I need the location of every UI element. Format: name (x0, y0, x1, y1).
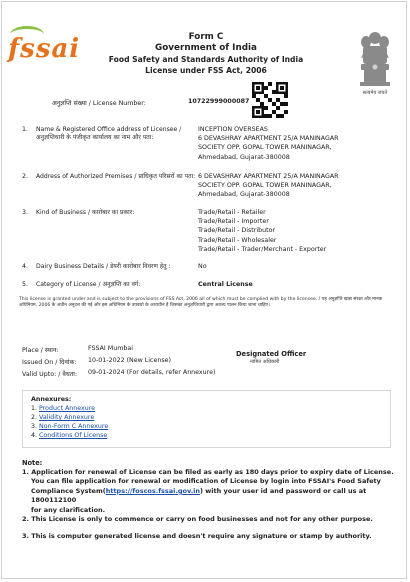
note-1-line (22, 487, 394, 506)
annexure-item (31, 414, 94, 421)
non-form-c-annexure-link[interactable]: Non-Form C Annexure (39, 423, 109, 430)
annexure-number: 3. (31, 423, 38, 430)
value-line: SOCIETY OPP. GOPAL TOWER MANINAGAR, (198, 144, 332, 152)
license-category-value: Central License (198, 281, 253, 288)
kind-of-business (198, 208, 398, 254)
place-label: Place / स्थान: (22, 347, 59, 354)
license-notice: This license is granted under and is subject to the provisions of FSS Act, 2006 all of which must be complied with by the licensee. / यह अनुज्ञप्ति खाद्य संरक्षा और मानक अधिनियम, 2006 के अधीन अनुदत्त की गई और इस अधिनियम के उपबंधो के अध्यधीन है जिसका अनुज्ञप्तिधारी द्वारा अवश्य पालन किया जाना चाहिए। (19, 297, 383, 309)
annexures-title: Annexures: (31, 396, 72, 403)
government-title: Government of India (155, 43, 257, 53)
note-1 (22, 468, 394, 515)
item-4-number: 4. (22, 263, 29, 270)
item-5-number: 5. (22, 281, 29, 288)
value-line: Ahmedabad, Gujarat-380008 (198, 191, 290, 199)
form-title: Form C (188, 32, 224, 42)
issued-value: 10-01-2022 (New License) (88, 357, 171, 364)
annexure-number: 4. (31, 432, 38, 439)
item-5-label: Category of License / अनुज्ञप्ति का वर्ग: (36, 281, 141, 288)
annexure-number: 1. (31, 405, 38, 412)
license-number-value: 10722999000087 (188, 98, 250, 105)
national-emblem-icon (357, 28, 393, 90)
valid-label: Valid Upto: / वैधता: (22, 371, 78, 378)
annexure-item (31, 432, 107, 439)
value-line: 6 DEVASHRAY APARTMENT 25/A MANINAGAR (198, 135, 339, 143)
conditions-of-license-link[interactable]: Conditions Of License (39, 432, 108, 439)
item-1-number: 1. (22, 126, 29, 133)
value-line: Trade/Retail - Trader/Merchant - Exporter (198, 245, 327, 253)
note-1-text: Compliance System( (31, 486, 106, 495)
note-1-line: 1. Application for renewal of License can be filed as early as 180 days prior to expiry date of License. (22, 468, 394, 476)
note-1-text: ) with your user id and password or call us at 1800112100 (31, 486, 367, 505)
annexure-number: 2. (31, 414, 38, 421)
validity-annexure-link[interactable]: Validity Annexure (39, 414, 95, 421)
logo-text: fssai (8, 34, 81, 64)
emblem-caption: सत्यमेव जयते (362, 90, 388, 96)
value-line: 6 DEVASHRAY APARTMENT 25/A MANINAGAR (198, 173, 339, 180)
qr-code-icon (252, 82, 288, 118)
licensee-address (198, 125, 398, 162)
value-line: Trade/Retail - Wholesaler (198, 236, 277, 244)
dairy-business-value: No (198, 263, 207, 270)
value-line: SOCIETY OPP. GOPAL TOWER MANINAGAR, (198, 182, 332, 190)
value-line: Trade/Retail - Distributor (198, 227, 276, 235)
note-3: 3. This is computer generated license and doesn't require any signature or stamp by authority. (22, 532, 372, 540)
value-line: Trade/Retail - Retailer (198, 209, 266, 216)
item-4-label: Dairy Business Details / डेयरी कारोबार विवरण हेतु : (36, 263, 171, 270)
premises-address (198, 172, 398, 200)
annexure-item (31, 423, 108, 430)
issued-label: Issued On / दिनांक: (22, 359, 77, 366)
product-annexure-link[interactable]: Product Annexure (39, 405, 96, 412)
note-title: Note: (22, 459, 43, 467)
value-line: INCEPTION OVERSEAS (198, 126, 268, 133)
note-1-line: You can file application for renewal or modification of License by login into FSSAI's Food Safety (31, 477, 381, 486)
valid-value: 09-01-2024 (For details, refer Annexure) (88, 369, 216, 376)
designated-officer-title: Designated Officer (236, 350, 307, 358)
value-line: Ahmedabad, Gujarat-380008 (198, 153, 290, 161)
document-header (70, 32, 342, 76)
note-2: 2. This License is only to commence or carry on food businesses and not for any other purpose. (22, 515, 373, 523)
place-value: FSSAI Mumbai (88, 345, 133, 352)
item-1-label: Name & Registered Office address of Licensee / अनुज्ञप्तिधारी के पंजीकृत कार्यालय का नाम और पता: (36, 126, 182, 142)
act-title: License under FSS Act, 2006 (145, 66, 267, 75)
item-2-number: 2. (22, 173, 29, 180)
designated-officer-hindi: नामित अधिकारी (250, 359, 280, 365)
note-1-line: for any clarification. (31, 505, 106, 514)
authority-title: Food Safety and Standards Authority of India (108, 55, 304, 64)
foscos-link[interactable]: https://foscos.fssai.gov.in (105, 486, 201, 495)
value-line: Trade/Retail - Importer (198, 218, 269, 226)
fssai-logo (8, 24, 81, 78)
item-2-label: Address of Authorized Premises / प्राधिकृत परिसरों का पता: (36, 173, 196, 180)
item-3-label: Kind of Business / कारोबार का प्रकार: (36, 209, 135, 216)
item-3-number: 3. (22, 209, 29, 216)
license-number-label: अनुज्ञप्ति संख्या / License Number: (52, 100, 146, 107)
annexure-item (31, 405, 95, 412)
